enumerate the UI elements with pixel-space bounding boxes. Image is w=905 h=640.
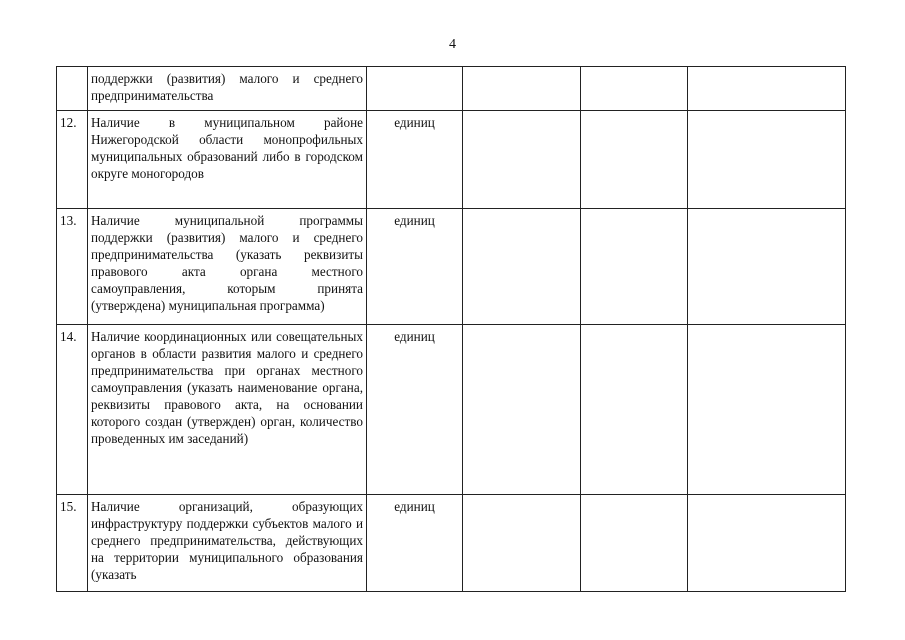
indicator-name-cell: Наличие организаций, образующих инфраструктуру поддержки субъектов малого и среднего предпринимательства, действующих на территории муниципального образования (указать — [88, 495, 367, 592]
value-cell-3 — [688, 495, 846, 592]
value-cell-3 — [688, 209, 846, 325]
value-cell-2 — [581, 325, 688, 495]
value-cell-1 — [463, 209, 581, 325]
unit-cell: единиц — [367, 111, 463, 209]
indicator-name-cell: Наличие муниципальной программы поддержки (развития) малого и среднего предпринимательства (указать реквизиты правового акта органа местного самоуправления, которым принята (утверждена) муниципальная программа) — [88, 209, 367, 325]
value-cell-3 — [688, 111, 846, 209]
value-cell-2 — [581, 495, 688, 592]
value-cell-2 — [581, 111, 688, 209]
unit-cell — [367, 67, 463, 111]
table-row — [57, 67, 846, 111]
indicator-name-cell: Наличие в муниципальном районе Нижегородской области монопрофильных муниципальных образований либо в городском округе моногородов — [88, 111, 367, 209]
row-number-cell: 14. — [57, 325, 88, 495]
table-row — [57, 325, 846, 495]
indicator-name-cell: поддержки (развития) малого и среднего предпринимательства — [88, 67, 367, 111]
table-row — [57, 495, 846, 592]
page-number: 4 — [449, 37, 456, 52]
row-number-cell: 15. — [57, 495, 88, 592]
value-cell-3 — [688, 67, 846, 111]
value-cell-3 — [688, 325, 846, 495]
value-cell-1 — [463, 111, 581, 209]
indicator-table — [56, 66, 846, 592]
value-cell-1 — [463, 325, 581, 495]
value-cell-2 — [581, 209, 688, 325]
table-row — [57, 111, 846, 209]
row-number-cell: 13. — [57, 209, 88, 325]
value-cell-1 — [463, 495, 581, 592]
unit-cell: единиц — [367, 325, 463, 495]
unit-cell: единиц — [367, 209, 463, 325]
value-cell-1 — [463, 67, 581, 111]
unit-cell: единиц — [367, 495, 463, 592]
table-row — [57, 209, 846, 325]
row-number-cell: 12. — [57, 111, 88, 209]
row-number-cell — [57, 67, 88, 111]
indicator-name-cell: Наличие координационных или совещательных органов в области развития малого и среднего предпринимательства при органах местного самоуправления (указать наименование органа, реквизиты правового акта, на основании которого создан (утвержден) орган, количество проведенных им заседаний) — [88, 325, 367, 495]
value-cell-2 — [581, 67, 688, 111]
